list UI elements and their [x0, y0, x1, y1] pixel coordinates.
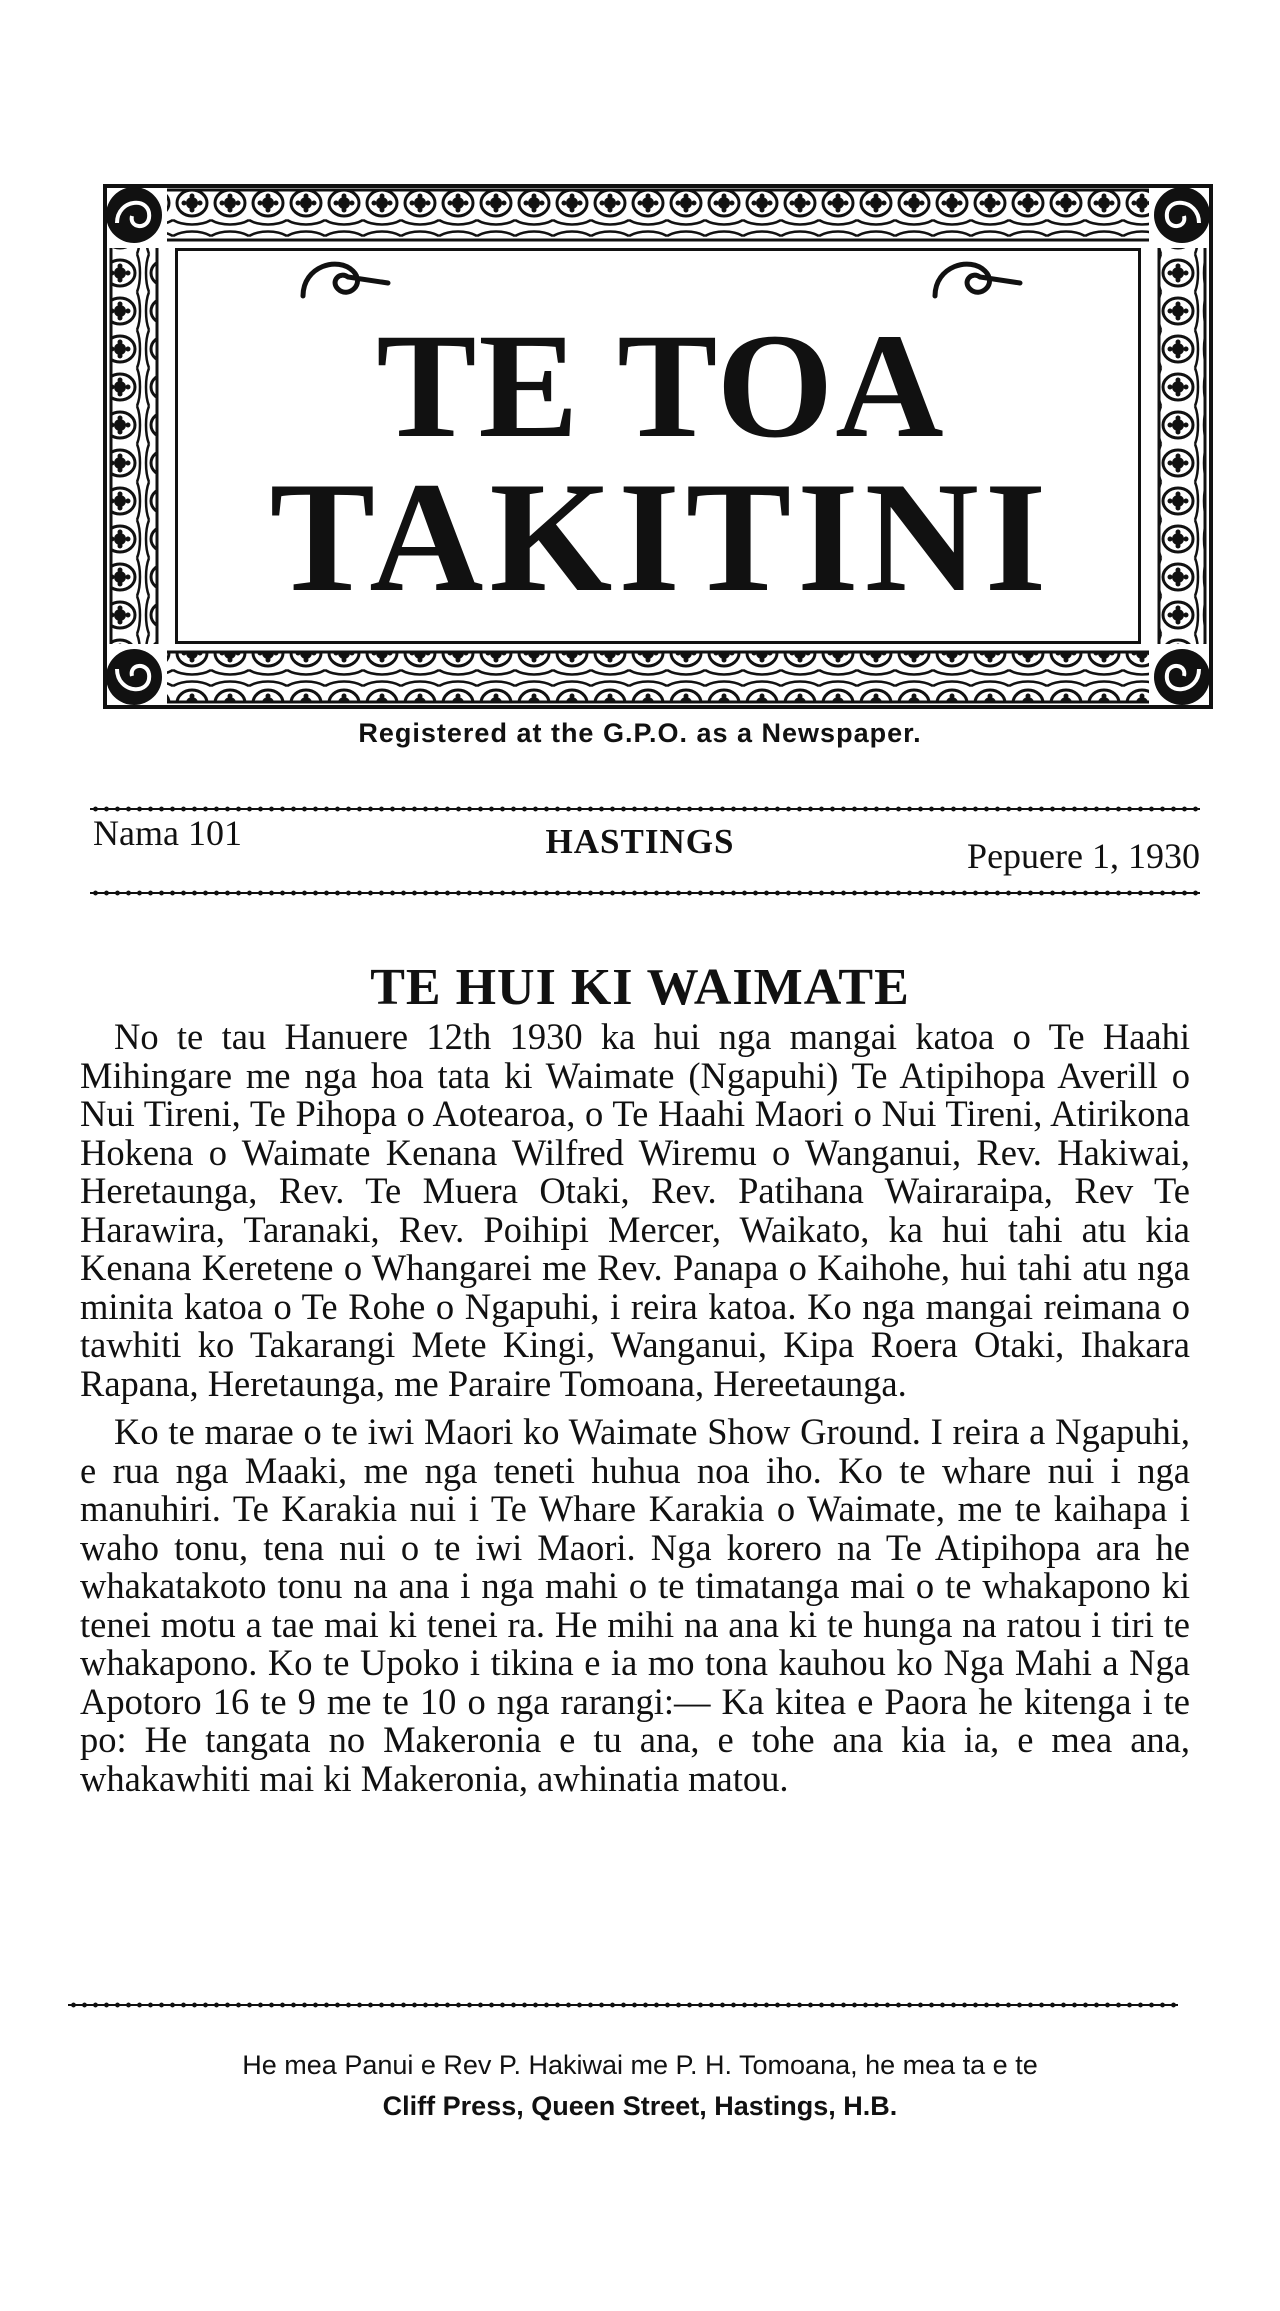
- article-paragraph: Ko te marae o te iwi Maori ko Waimate Show Ground. I reira a Ngapuhi, e rua nga Maaki, me nga teneti huhua noa iho. Ko te whare nui i nga manuhiri. Te Karakia nui i Te Whare Karakia o Waimate, me te kaihapa i waho tonu, tena nui o te iwi Maori. Nga korero na Te Atipihopa ara he whakatakoto tonu na ana i nga mahi o te timatanga mai o te whakapono ki tenei motu a tae mai ki tenei ra. He mihi na ana ki te hunga na ratou i tiri te whakapono. Ko te Upoko i tikina e ia mo tona kauhou ko Nga Mahi a Nga Apotoro 16 te 9 me te 10 o nga rarangi:— Ka kitea e Paora he kitenga i te po: He tangata no Makeronia e tu ana, e tohe ana kia ia, e mea ana, whakawhiti mai ki Makeronia, awhinatia matou.: [80, 1411, 1190, 1799]
- swirl-ornament-left-icon: [298, 251, 393, 306]
- article-headline: TE HUI KI WAIMATE: [370, 959, 910, 1016]
- article-body: [80, 1018, 1190, 1808]
- masthead-frame: [97, 178, 1219, 715]
- imprint-location: Hastings, H.B.: [714, 2091, 898, 2121]
- article-paragraph: No te tau Hanuere 12th 1930 ka hui nga mangai katoa o Te Haahi Mihingare me nga hoa tata ki Waimate (Ngapuhi) Te Atipihopa Averill o Nui Tireni, Te Pihopa o Aotearoa, o Te Haahi Maori o Nui Tireni, Atirikona Hokena o Waimate Kenana Wilfred Wiremu o Wanganui, Rev. Hakiwai, Heretaunga, Rev. Te Muera Otaki, Rev. Patihana Wairaraipa, Rev Te Harawira, Taranaki, Rev. Poihipi Mercer, Waikato, ka hui tahi atu kia Kenana Keretene o Whangarei me Rev. Panapa o Kaihohe, hui tahi atu nga minita katoa o Te Rohe o Ngapuhi, i reira katoa. Ko nga mangai reimana o tawhiti ko Takarangi Mete Kingi, Wanganui, Kipa Roera Otaki, Ihakara Rapana, Heretaunga, me Paraire Tomoana, Hereetaunga.: [80, 1016, 1190, 1404]
- masthead-title-panel: [175, 248, 1141, 644]
- imprint-press: Cliff Press, Queen Street,: [382, 2091, 715, 2121]
- imprint-line2: [0, 2086, 1280, 2127]
- dotted-rule-middle: [90, 890, 1200, 896]
- swirl-ornament-right-icon: [930, 251, 1025, 306]
- registration-notice: Registered at the G.P.O. as a Newspaper.: [358, 718, 922, 748]
- dateline-place: HASTINGS: [545, 822, 735, 861]
- corner-ornament-bottom-right: [1154, 649, 1210, 705]
- issue-number: Nama 101: [93, 813, 242, 853]
- dotted-rule-bottom: [68, 2002, 1178, 2008]
- corner-ornament-top-right: [1154, 187, 1210, 243]
- masthead-title-line2: TAKITINI: [269, 450, 1053, 625]
- imprint-footer: [0, 2045, 1280, 2127]
- dotted-rule-top: [90, 806, 1200, 812]
- imprint-line1: He mea Panui e Rev P. Hakiwai me P. H. Tomoana, he mea ta e te: [242, 2050, 1038, 2080]
- corner-ornament-top-left: [106, 187, 162, 243]
- issue-date: Pepuere 1, 1930: [967, 836, 1200, 876]
- masthead-title-line1: TE TOA: [376, 303, 946, 469]
- corner-ornament-bottom-left: [106, 649, 162, 705]
